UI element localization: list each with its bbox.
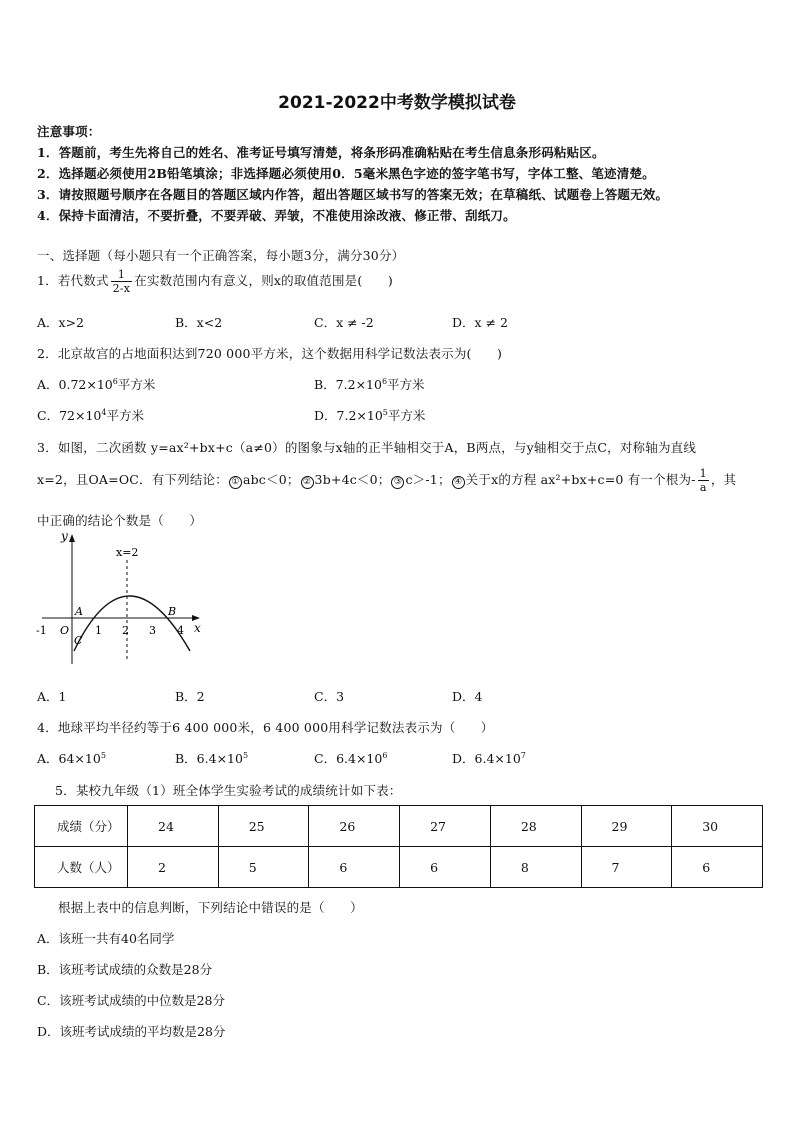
q2-b-base: B．7.2×10: [314, 377, 382, 392]
q3-fraction: [698, 467, 709, 494]
table-cell: 24: [128, 806, 219, 847]
table-cell: 28: [490, 806, 581, 847]
q1-option-d[interactable]: D．x ≠ 2: [452, 315, 508, 330]
page-title: 2021-2022中考数学模拟试卷: [278, 93, 516, 113]
q3-line2-start: x=2，且OA=OC．有下列结论：: [37, 472, 228, 487]
q4-c-exp: 6: [382, 751, 388, 760]
table-row: [35, 806, 763, 847]
q1-option-a[interactable]: A．x>2: [37, 315, 85, 330]
q4-d-exp: 7: [520, 751, 526, 760]
point-c-label: C: [74, 634, 83, 647]
parabola-graph: [34, 528, 214, 668]
q4-b-exp: 5: [242, 751, 249, 760]
q3-circle-4: ④: [452, 476, 465, 489]
q1-option-b[interactable]: B．x<2: [175, 315, 223, 330]
q3-circle-1: ①: [229, 476, 242, 489]
table-cell: 30: [672, 806, 763, 847]
y-axis-arrow: [69, 534, 75, 542]
q4-a-exp: 5: [100, 751, 106, 760]
q2-option-d[interactable]: [314, 406, 425, 424]
question-3-line-3: 中正确的结论个数是（ ）: [37, 513, 203, 528]
table-row-header: 人数（人）: [35, 847, 128, 888]
table-cell: 27: [400, 806, 491, 847]
q4-option-a[interactable]: [37, 749, 106, 767]
q3-option-d[interactable]: D．4: [452, 689, 483, 704]
question-3-line-2: [37, 467, 736, 494]
question-1: [37, 268, 393, 295]
q3-line2-end: ，其: [710, 472, 737, 487]
q4-option-d[interactable]: [452, 749, 526, 767]
table-cell: 26: [309, 806, 400, 847]
q2-a-exp: 6: [112, 377, 118, 386]
q2-c-base: C．72×10: [37, 408, 102, 423]
q4-c-base: C．6.4×10: [314, 751, 383, 766]
q5-option-c[interactable]: C．该班考试成绩的中位数是28分: [37, 993, 225, 1008]
q5-question: 根据上表中的信息判断，下列结论中错误的是（ ）: [58, 900, 363, 915]
tick-label-neg1: -1: [36, 624, 47, 637]
tick-label-1: 1: [95, 624, 102, 637]
q2-a-base: A．0.72×10: [37, 377, 113, 392]
q2-d-base: D．7.2×10: [314, 408, 383, 423]
notice-item-1: 1．答题前，考生先将自己的姓名、准考证号填写清楚，将条形码准确粘贴在考生信息条形码粘贴区。: [37, 145, 605, 160]
q2-d-unit: 平方米: [387, 408, 426, 423]
origin-label: O: [60, 624, 70, 637]
q2-b-exp: 6: [381, 377, 388, 386]
question-2: 2．北京故宫的占地面积达到720 000平方米，这个数据用科学记数法表示为( ): [37, 346, 503, 361]
q4-option-c[interactable]: [314, 749, 387, 767]
q2-option-a[interactable]: [37, 375, 155, 393]
table-cell: 6: [309, 847, 400, 888]
table-row: [35, 847, 763, 888]
q2-c-exp: 4: [101, 408, 107, 417]
q2-a-unit: 平方米: [117, 377, 156, 392]
q3-conclusion-1: abc＜0；: [242, 472, 300, 487]
q3-conclusion-2: 3b+4c＜0；: [314, 472, 391, 487]
table-cell: 29: [581, 806, 672, 847]
table-cell: 2: [128, 847, 219, 888]
point-b-label: B: [168, 605, 177, 618]
q1-post: 在实数范围内有意义，则x的取值范围是( ): [134, 273, 393, 288]
q1-frac-num: 1: [111, 268, 133, 282]
q1-fraction: [111, 268, 133, 295]
q3-option-c[interactable]: C．3: [314, 689, 345, 704]
q3-option-a[interactable]: A．1: [37, 689, 67, 704]
table-cell: 7: [581, 847, 672, 888]
q3-conclusion-4: 关于x的方程 ax²+bx+c=0 有一个根为-: [465, 472, 696, 487]
q3-circle-2: ②: [301, 476, 314, 489]
question-5: 5．某校九年级（1）班全体学生实验考试的成绩统计如下表：: [55, 783, 402, 798]
q3-circle-3: ③: [391, 476, 404, 489]
question-4: 4．地球平均半径约等于6 400 000米，6 400 000用科学记数法表示为（ ）: [37, 720, 494, 735]
q5-option-d[interactable]: D．该班考试成绩的平均数是28分: [37, 1024, 226, 1039]
x-axis-label: x: [194, 621, 201, 635]
q2-option-c[interactable]: [37, 406, 144, 424]
section-heading: 一、选择题（每小题只有一个正确答案，每小题3分，满分30分）: [37, 248, 405, 263]
q3-frac-num: 1: [699, 467, 707, 480]
notice-item-4: 4．保持卡面清洁，不要折叠，不要弄破、弄皱，不准使用涂改液、修正带、刮纸刀。: [37, 208, 516, 223]
q2-c-unit: 平方米: [106, 408, 144, 423]
table-cell: 5: [218, 847, 309, 888]
q4-option-b[interactable]: [175, 749, 248, 767]
y-axis-label: y: [61, 529, 68, 543]
table-cell: 8: [490, 847, 581, 888]
notice-item-3: 3．请按照题号顺序在各题目的答题区域内作答，超出答题区域书写的答案无效；在草稿纸、试题卷上答题无效。: [37, 187, 669, 202]
tick-label-4: 4: [177, 624, 184, 637]
table-row-header: 成绩（分）: [35, 806, 128, 847]
table-cell: 6: [400, 847, 491, 888]
q4-d-base: D．6.4×10: [452, 751, 521, 766]
question-3-line-1: 3．如图，二次函数 y=ax²+bx+c（a≠0）的图象与x轴的正半轴相交于A，B两点，与y轴相交于点C，对称轴为直线: [37, 440, 697, 455]
point-a-label: A: [75, 605, 83, 618]
q5-option-b[interactable]: B．该班考试成绩的众数是28分: [37, 962, 213, 977]
q4-b-base: B．6.4×10: [175, 751, 243, 766]
tick-label-2: 2: [122, 624, 129, 637]
q3-conclusion-3: c＞-1；: [405, 472, 451, 487]
symmetry-label: x=2: [116, 546, 139, 559]
notice-heading: 注意事项：: [37, 124, 101, 139]
score-table: [34, 805, 763, 888]
q1-frac-den: 2-x: [112, 282, 131, 295]
q2-option-b[interactable]: [314, 375, 425, 393]
q2-d-exp: 5: [382, 408, 388, 417]
q3-frac-den: a: [699, 481, 707, 494]
q5-option-a[interactable]: A．该班一共有40名同学: [37, 931, 175, 946]
q3-option-b[interactable]: B．2: [175, 689, 205, 704]
table-cell: 25: [218, 806, 309, 847]
q4-a-base: A．64×10: [37, 751, 101, 766]
tick-label-3: 3: [149, 624, 156, 637]
q1-option-c[interactable]: C．x ≠ -2: [314, 315, 374, 330]
q2-b-unit: 平方米: [387, 377, 425, 392]
q1-pre: 1．若代数式: [37, 273, 109, 288]
notice-item-2: 2．选择题必须使用2B铅笔填涂；非选择题必须使用0．5毫米黑色字迹的签字笔书写，字体工整、笔迹清楚。: [37, 166, 655, 181]
table-cell: 6: [672, 847, 763, 888]
